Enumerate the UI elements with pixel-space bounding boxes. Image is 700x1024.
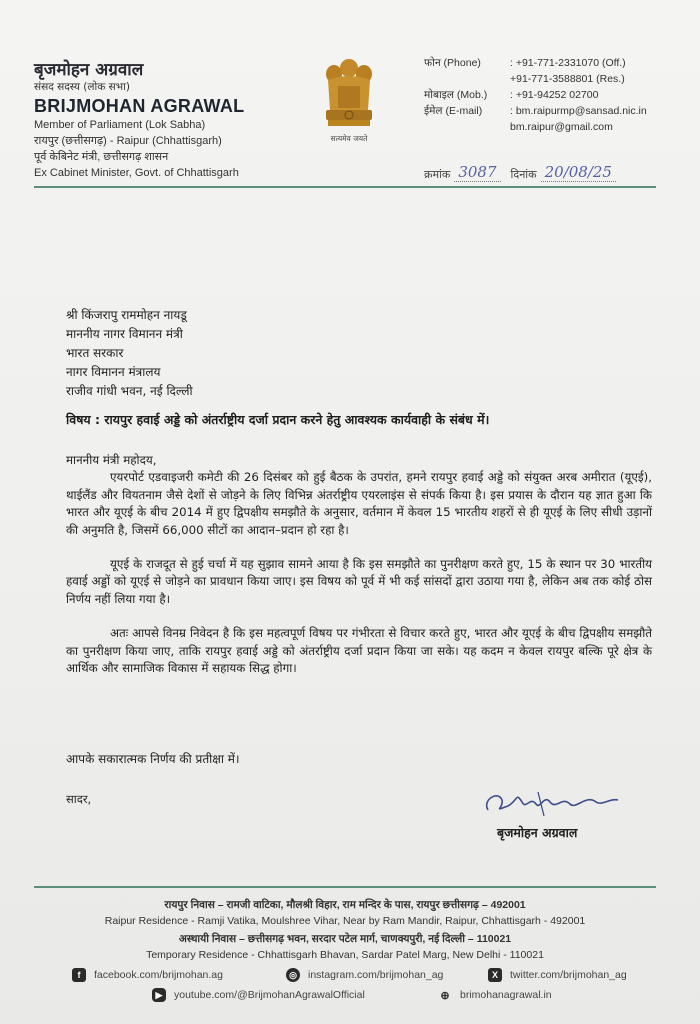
ref-label: क्रमांक	[424, 168, 451, 181]
website-link[interactable]: ⊕ brimohanagrawal.in	[438, 988, 552, 1002]
x-twitter-icon: X	[488, 968, 502, 982]
body-paragraph: एयरपोर्ट एडवाइजरी कमेटी की 26 दिसंबर को हुई बैठक के उपरांत, हमने रायपुर हवाई अड्डे को संयुक्त अरब अमीरात (यूएई), थाईलैंड और वियतनाम जैसे देशों से जोड़ने के लिए विभिन्न अंतर्राष्ट्रीय एयरलाइंस से संपर्क किया है। इस प्रयास के दौरान यह ज्ञात हुआ कि भारत और यूएई के बीच 2014 में हुए द्विपक्षीय समझौते के अनुसार, वर्तमान में केवल 15 भारतीय शहरों से ही यूएई के लिए सीधी उड़ानों की अनुमति है, जिसमें 66,000 सीटों का आदान–प्रदान हो रहा है।	[66, 470, 652, 537]
date-label: दिनांक	[510, 168, 537, 181]
regards-line: सादर,	[66, 792, 92, 806]
temp-residence-english: Temporary Residence - Chhattisgarh Bhavan, Sardar Patel Marg, New Delhi - 110021	[146, 949, 544, 961]
globe-icon: ⊕	[440, 989, 450, 1002]
contact-row: फोन (Phone) : +91-771-2331070 (Off.)	[424, 57, 626, 69]
addressee-line: राजीव गांधी भवन, नई दिल्ली	[66, 384, 193, 398]
temp-residence-hindi: अस्थायी निवास – छत्तीसगढ़ भवन, सरदार पटेल मार्ग, चाणक्यपुरी, नई दिल्ली – 110021	[178, 933, 512, 945]
letterhead-left	[34, 60, 324, 181]
national-emblem	[318, 52, 380, 148]
name-english: BRIJMOHAN AGRAWAL	[34, 96, 245, 116]
footer-divider	[34, 886, 656, 888]
facebook-link[interactable]: f facebook.com/brijmohan.ag	[72, 968, 223, 982]
letter-body	[66, 452, 652, 677]
signatory-name: बृजमोहन अग्रवाल	[497, 825, 578, 840]
youtube-icon: ▶	[152, 988, 166, 1002]
raipur-residence-hindi: रायपुर निवास – रामजी वाटिका, मौलश्री विहार, राम मन्दिर के पास, रायपुर छत्तीसगढ़ – 492001	[164, 899, 526, 911]
ex-minister-hindi: पूर्व केबिनेट मंत्री, छत्तीसगढ़ शासन	[34, 151, 169, 163]
ref-number: 3087	[454, 163, 500, 182]
body-paragraph: अतः आपसे विनम्र निवेदन है कि इस महत्वपूर्ण विषय पर गंभीरता से विचार करते हुए, भारत और यूएई के बीच द्विपक्षीय समझौते का पुनरीक्षण किया जाए, ताकि रायपुर हवाई अड्डे को अंतर्राष्ट्रीय दर्जा प्रदान किया जा सके। यह कदम न केवल रायपुर बल्कि पूरे क्षेत्र के आर्थिक और सामाजिक विकास में सहायक सिद्ध होगा।	[66, 626, 652, 676]
emblem-motto: सत्यमेव जयते	[330, 134, 368, 143]
addressee-line: भारत सरकार	[66, 346, 124, 360]
reference-line	[424, 163, 664, 182]
place-line: रायपुर (छत्तीसगढ़) - Raipur (Chhattisgarh)	[34, 135, 222, 147]
contact-row: मोबाइल (Mob.) : +91-94252 02700	[424, 89, 599, 101]
instagram-icon: ◎	[286, 968, 300, 982]
contact-block	[424, 55, 684, 135]
instagram-link[interactable]: ◎ instagram.com/brijmohan_ag	[286, 968, 443, 982]
salutation: माननीय मंत्री महोदय,	[66, 453, 157, 467]
date-value: 20/08/25	[541, 163, 616, 182]
signature-image	[478, 782, 628, 822]
addressee-block	[66, 306, 193, 401]
body-paragraph: यूएई के राजदूत से हुई चर्चा में यह सुझाव सामने आया है कि इस समझौते का पुनरीक्षण करते हुए, 15 के स्थान पर 30 भारतीय हवाई अड्डों को यूएई से जोड़ने का प्रावधान किया जाए। इस विषय को पूर्व में भी कई सांसदों द्वारा उठाया गया है, लेकिन अब तक कोई ठोस निर्णय नहीं लिया गया है।	[66, 557, 652, 606]
addressee-line: माननीय नागर विमानन मंत्री	[66, 327, 183, 341]
ex-minister-english: Ex Cabinet Minister, Govt. of Chhattisgarh	[34, 167, 239, 179]
contact-row: bm.raipur@gmail.com	[510, 121, 613, 133]
raipur-residence-english: Raipur Residence - Ramji Vatika, Moulshree Vihar, Near by Ram Mandir, Raipur, Chhattisgarh - 492001	[104, 915, 586, 927]
name-hindi: बृजमोहन अग्रवाल	[34, 60, 144, 80]
youtube-link[interactable]: ▶ youtube.com/@BrijmohanAgrawalOfficial	[152, 988, 365, 1002]
role-english: Member of Parliament (Lok Sabha)	[34, 119, 206, 131]
facebook-icon: f	[72, 968, 86, 982]
role-hindi: संसद सदस्य (लोक सभा)	[34, 81, 130, 93]
header-divider	[34, 186, 656, 188]
addressee-line: श्री किंजरापु राममोहन नायडू	[66, 308, 187, 322]
contact-row: +91-771-3588801 (Res.)	[510, 73, 625, 85]
twitter-link[interactable]: X twitter.com/brijmohan_ag	[488, 968, 627, 982]
closing-line: आपके सकारात्मक निर्णय की प्रतीक्षा में।	[66, 752, 240, 766]
contact-row: ईमेल (E-mail) : bm.raipurmp@sansad.nic.in	[424, 105, 647, 117]
subject-line: विषय : रायपुर हवाई अड्डे को अंतर्राष्ट्रीय दर्जा प्रदान करने हेतु आवश्यक कार्यवाही के संबंध में।	[66, 412, 490, 427]
addressee-line: नागर विमानन मंत्रालय	[66, 365, 161, 379]
